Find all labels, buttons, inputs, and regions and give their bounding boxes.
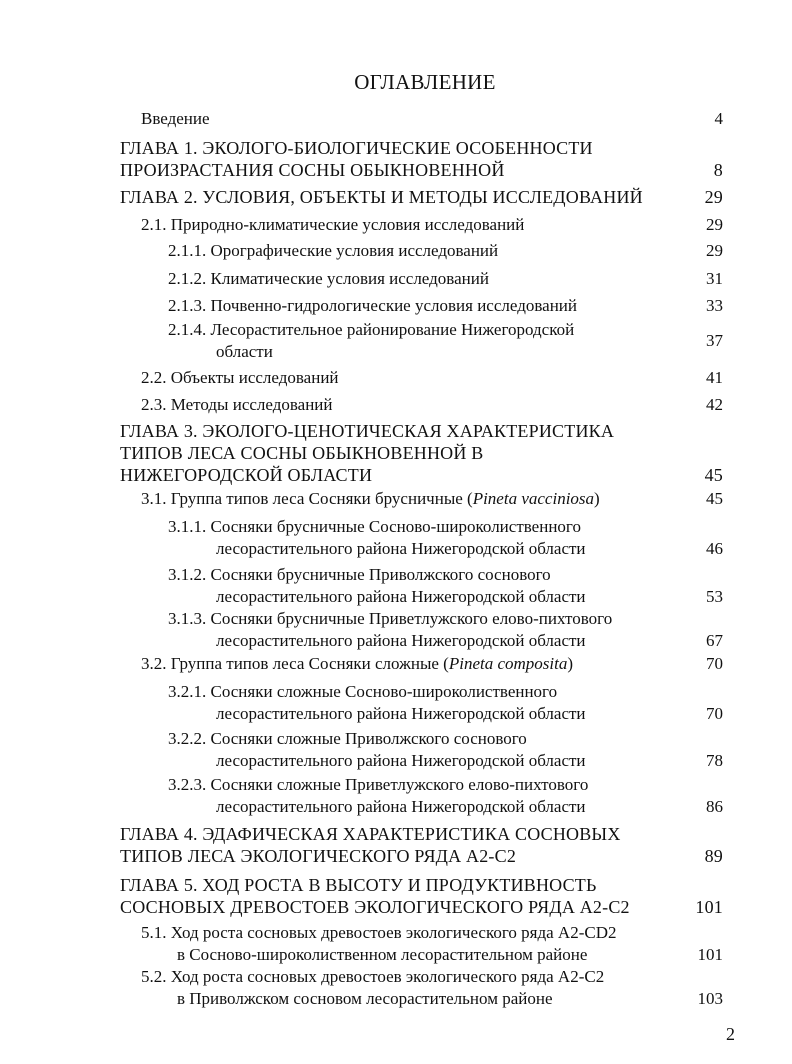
toc-page-number: 29	[706, 241, 723, 260]
toc-entry-section-2-1-1[interactable]	[0, 240, 792, 262]
toc-page-number: 37	[706, 331, 723, 350]
toc-entry-line: ТИПОВ ЛЕСА ЭКОЛОГИЧЕСКОГО РЯДА А2-С2	[120, 846, 517, 866]
toc-page-number: 70	[706, 654, 723, 673]
toc-entry-line: СОСНОВЫХ ДРЕВОСТОЕВ ЭКОЛОГИЧЕСКОГО РЯДА А2-С2	[120, 897, 630, 917]
latin-name: Pineta composita	[448, 654, 568, 673]
toc-entry-line: ПРОИЗРАСТАНИЯ СОСНЫ ОБЫКНОВЕННОЙ	[120, 160, 505, 180]
toc-page-number: 89	[704, 846, 723, 866]
toc-page-number: 101	[695, 897, 723, 917]
toc-entry-line: в Приволжском сосновом лесорастительном районе	[177, 989, 553, 1008]
toc-entry-line: 3.2.3. Сосняки сложные Приветлужского елово-пихтового	[168, 775, 589, 794]
toc-entry-line: 2.3. Методы исследований	[141, 395, 333, 414]
toc-entry-line: 2.1.2. Климатические условия исследований	[168, 269, 489, 288]
toc-page-number: 45	[704, 465, 723, 485]
closing-paren: )	[594, 489, 600, 508]
toc-page-number: 41	[706, 368, 723, 387]
toc-page-number: 67	[706, 631, 723, 650]
toc-entry-line: 5.2. Ход роста сосновых древостоев экологического ряда А2-С2	[141, 967, 605, 986]
toc-entry-section-2-1-2[interactable]	[0, 268, 792, 290]
toc-page-number: 53	[706, 587, 723, 606]
toc-entry-line: ГЛАВА 1. ЭКОЛОГО-БИОЛОГИЧЕСКИЕ ОСОБЕННОСТИ	[120, 138, 593, 158]
toc-entry-section-2-2[interactable]	[0, 367, 792, 389]
toc-entry-section-3-2-2[interactable]	[0, 728, 792, 772]
toc-entry-line: 2.1. Природно-климатические условия исследований	[141, 215, 525, 234]
toc-entry-line: лесорастительного района Нижегородской области	[216, 704, 586, 723]
toc-title: ОГЛАВЛЕНИЕ	[354, 70, 496, 94]
toc-page-number: 42	[706, 395, 723, 414]
toc-entry-section-5-1[interactable]	[0, 922, 792, 966]
toc-page-number: 70	[706, 704, 723, 723]
toc-entry-line: 2.2. Объекты исследований	[141, 368, 339, 387]
toc-entry-section-2-1-4[interactable]	[0, 319, 792, 363]
toc-entry-section-3-1-2[interactable]	[0, 564, 792, 608]
toc-entry-line: 3.1.1. Сосняки брусничные Сосново-широколиственного	[168, 517, 581, 536]
toc-entry-section-3-1[interactable]	[0, 488, 792, 510]
toc-entry-line: 2.1.3. Почвенно-гидрологические условия исследований	[168, 296, 577, 315]
toc-entry-line: НИЖЕГОРОДСКОЙ ОБЛАСТИ	[120, 465, 373, 485]
toc-entry-line: ГЛАВА 2. УСЛОВИЯ, ОБЪЕКТЫ И МЕТОДЫ ИССЛЕДОВАНИЙ	[120, 187, 643, 207]
toc-entry-line: Введение	[141, 109, 210, 128]
toc-entry-line: ГЛАВА 3. ЭКОЛОГО-ЦЕНОТИЧЕСКАЯ ХАРАКТЕРИСТИКА	[120, 421, 615, 441]
toc-page-number: 46	[706, 539, 723, 558]
toc-entry-line: 2.1.1. Орографические условия исследований	[168, 241, 499, 260]
toc-entry-section-3-2[interactable]	[0, 653, 792, 675]
closing-paren: )	[567, 654, 574, 673]
toc-entry-line: лесорастительного района Нижегородской области	[216, 587, 586, 606]
toc-entry-line: ТИПОВ ЛЕСА СОСНЫ ОБЫКНОВЕННОЙ В	[120, 443, 484, 463]
toc-entry-line: 3.2.1. Сосняки сложные Сосново-широколиственного	[168, 682, 558, 701]
toc-page-number: 31	[706, 269, 723, 288]
toc-entry-line: 3.2. Группа типов леса Сосняки сложные (	[141, 654, 449, 673]
toc-entry-section-3-2-3[interactable]	[0, 774, 792, 818]
toc-entry-line: 2.1.4. Лесорастительное районирование Нижегородской	[168, 320, 575, 339]
toc-entry-line: ГЛАВА 4. ЭДАФИЧЕСКАЯ ХАРАКТЕРИСТИКА СОСНОВЫХ	[120, 824, 621, 844]
toc-entry-section-3-1-3[interactable]	[0, 608, 792, 652]
toc-page-number: 29	[706, 215, 723, 234]
toc-page-number: 29	[704, 187, 723, 207]
toc-entry-line: лесорастительного района Нижегородской области	[216, 751, 586, 770]
page-number: 2	[726, 1024, 735, 1044]
toc-entry-chapter-2[interactable]	[0, 186, 792, 208]
toc-entry-introduction[interactable]	[0, 108, 792, 130]
toc-page-number: 101	[697, 945, 723, 964]
toc-entry-line: 5.1. Ход роста сосновых древостоев экологического ряда А2-CD2	[141, 923, 617, 942]
toc-entry-line: лесорастительного района Нижегородской области	[216, 797, 586, 816]
toc-entry-line: в Сосново-широколиственном лесорастительном районе	[177, 945, 588, 964]
toc-entry-line: 3.1.3. Сосняки брусничные Приветлужского елово-пихтового	[168, 609, 613, 628]
toc-page-number: 4	[714, 109, 723, 128]
toc-entry-section-3-1-1[interactable]	[0, 516, 792, 560]
toc-entry-line: 3.2.2. Сосняки сложные Приволжского соснового	[168, 729, 527, 748]
toc-entry-section-2-3[interactable]	[0, 394, 792, 416]
toc-entry-line: лесорастительного района Нижегородской области	[216, 539, 586, 558]
latin-name: Pineta vacciniosa	[472, 489, 595, 508]
toc-entry-line: ГЛАВА 5. ХОД РОСТА В ВЫСОТУ И ПРОДУКТИВНОСТЬ	[120, 875, 597, 895]
toc-page-number: 86	[706, 797, 723, 816]
toc-entry-chapter-1[interactable]	[0, 137, 792, 181]
toc-page-number: 8	[713, 160, 723, 180]
toc-entry-line: области	[216, 342, 273, 361]
toc-entry-section-3-2-1[interactable]	[0, 681, 792, 725]
toc-entry-chapter-4[interactable]	[0, 823, 792, 867]
toc-entry-chapter-5[interactable]	[0, 874, 792, 918]
toc-entry-section-2-1-3[interactable]	[0, 295, 792, 317]
toc-page-number: 103	[697, 989, 723, 1008]
toc-entry-section-5-2[interactable]	[0, 966, 792, 1010]
toc-entry-section-2-1[interactable]	[0, 214, 792, 236]
toc-page-number: 33	[706, 296, 723, 315]
toc-entry-line: 3.1.2. Сосняки брусничные Приволжского соснового	[168, 565, 551, 584]
toc-entry-line: лесорастительного района Нижегородской области	[216, 631, 586, 650]
toc-page-number: 78	[706, 751, 723, 770]
toc-entry-line: 3.1. Группа типов леса Сосняки брусничные (	[141, 489, 473, 508]
toc-page-number: 45	[706, 489, 723, 508]
toc-entry-chapter-3[interactable]	[0, 420, 792, 486]
